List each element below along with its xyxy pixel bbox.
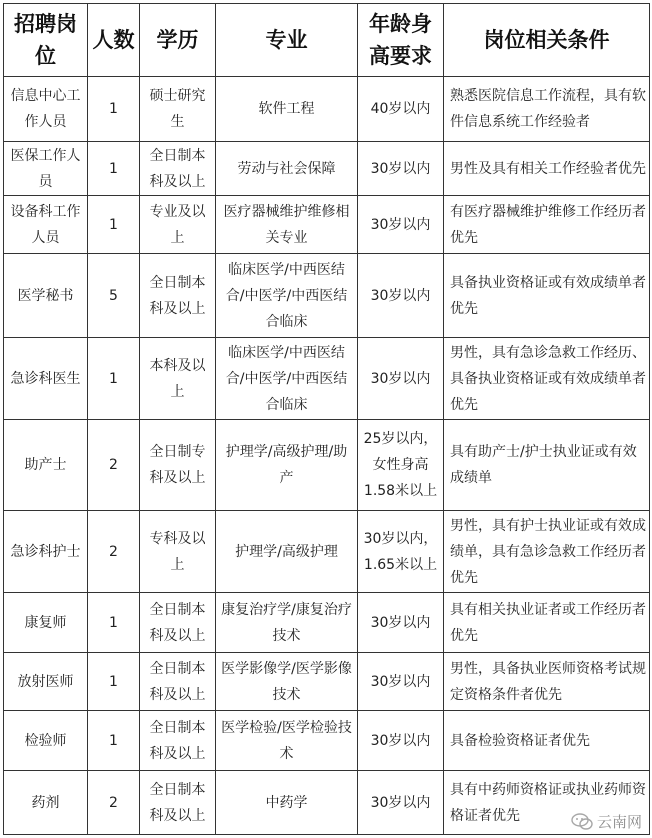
cell-age-height: 30岁以内 — [358, 593, 444, 653]
cell-requirements: 具有助产士/护士执业证或有效成绩单 — [444, 420, 650, 511]
cell-major: 临床医学/中西医结合/中医学/中西医结合临床 — [216, 254, 358, 338]
table-row — [4, 254, 650, 338]
cell-count: 1 — [88, 77, 140, 142]
cell-major: 软件工程 — [216, 77, 358, 142]
cell-requirements: 具备检验资格证者优先 — [444, 711, 650, 771]
cell-education: 全日制本科及以上 — [140, 771, 216, 835]
cell-requirements: 男性，具备执业医师资格考试规定资格条件者优先 — [444, 653, 650, 711]
cell-age-height: 30岁以内 — [358, 653, 444, 711]
cell-requirements: 男性及具有相关工作经验者优先 — [444, 142, 650, 196]
cell-count: 2 — [88, 511, 140, 593]
cell-position: 信息中心工作人员 — [4, 77, 88, 142]
cell-major: 中药学 — [216, 771, 358, 835]
table-row — [4, 511, 650, 593]
cell-count: 5 — [88, 254, 140, 338]
cell-position: 医保工作人员 — [4, 142, 88, 196]
table-row — [4, 142, 650, 196]
watermark-text: 云南网 — [596, 813, 642, 831]
cell-position: 放射医师 — [4, 653, 88, 711]
header-position: 招聘岗位 — [4, 4, 88, 77]
cell-education: 硕士研究生 — [140, 77, 216, 142]
cell-education: 全日制本科及以上 — [140, 142, 216, 196]
table-row — [4, 593, 650, 653]
cell-requirements: 男性，具有急诊急救工作经历、具备执业资格证或有效成绩单者优先 — [444, 338, 650, 420]
header-education: 学历 — [140, 4, 216, 77]
cell-count: 1 — [88, 338, 140, 420]
cell-position: 药剂 — [4, 771, 88, 835]
table-row — [4, 77, 650, 142]
header-major: 专业 — [216, 4, 358, 77]
cell-requirements: 具备执业资格证或有效成绩单者优先 — [444, 254, 650, 338]
cell-requirements: 具有中药师资格证或执业药师资格证者优先 — [444, 771, 650, 835]
cell-count: 2 — [88, 420, 140, 511]
cell-age-height: 40岁以内 — [358, 77, 444, 142]
table-row — [4, 338, 650, 420]
table-row — [4, 653, 650, 711]
cell-education: 全日制本科及以上 — [140, 653, 216, 711]
cell-requirements: 熟悉医院信息工作流程，具有软件信息系统工作经验者 — [444, 77, 650, 142]
table-row — [4, 771, 650, 835]
cell-age-height: 30岁以内，1.65米以上 — [358, 511, 444, 593]
cell-major: 劳动与社会保障 — [216, 142, 358, 196]
cell-count: 1 — [88, 711, 140, 771]
cell-major: 医学影像学/医学影像技术 — [216, 653, 358, 711]
cell-major: 临床医学/中西医结合/中医学/中西医结合临床 — [216, 338, 358, 420]
cell-requirements: 男性，具有护士执业证或有效成绩单，具有急诊急救工作经历者优先 — [444, 511, 650, 593]
table-row — [4, 711, 650, 771]
header-age-height: 年龄身高要求 — [358, 4, 444, 77]
cell-position: 急诊科医生 — [4, 338, 88, 420]
cell-education: 全日制本科及以上 — [140, 593, 216, 653]
wechat-bubble-icon — [571, 813, 593, 831]
cell-requirements: 具有相关执业证者或工作经历者优先 — [444, 593, 650, 653]
cell-position: 设备科工作人员 — [4, 196, 88, 254]
table-row — [4, 420, 650, 511]
recruitment-table — [3, 3, 650, 835]
header-count: 人数 — [88, 4, 140, 77]
cell-education: 本科及以上 — [140, 338, 216, 420]
cell-age-height: 30岁以内 — [358, 338, 444, 420]
cell-age-height: 30岁以内 — [358, 711, 444, 771]
cell-education: 全日制本科及以上 — [140, 254, 216, 338]
cell-education: 全日制本科及以上 — [140, 711, 216, 771]
cell-count: 1 — [88, 593, 140, 653]
cell-major: 医学检验/医学检验技术 — [216, 711, 358, 771]
watermark — [571, 811, 642, 832]
cell-age-height: 30岁以内 — [358, 196, 444, 254]
header-requirements: 岗位相关条件 — [444, 4, 650, 77]
cell-count: 1 — [88, 142, 140, 196]
cell-age-height: 25岁以内，女性身高1.58米以上 — [358, 420, 444, 511]
cell-major: 医疗器械维护维修相关专业 — [216, 196, 358, 254]
cell-position: 助产士 — [4, 420, 88, 511]
cell-education: 全日制专科及以上 — [140, 420, 216, 511]
cell-age-height: 30岁以内 — [358, 771, 444, 835]
cell-age-height: 30岁以内 — [358, 142, 444, 196]
cell-position: 检验师 — [4, 711, 88, 771]
cell-position: 急诊科护士 — [4, 511, 88, 593]
cell-count: 1 — [88, 196, 140, 254]
cell-major: 康复治疗学/康复治疗技术 — [216, 593, 358, 653]
cell-position: 医学秘书 — [4, 254, 88, 338]
table-row — [4, 196, 650, 254]
cell-education: 专业及以上 — [140, 196, 216, 254]
cell-education: 专科及以上 — [140, 511, 216, 593]
cell-count: 1 — [88, 653, 140, 711]
cell-major: 护理学/高级护理/助产 — [216, 420, 358, 511]
cell-major: 护理学/高级护理 — [216, 511, 358, 593]
header-row — [4, 4, 650, 77]
cell-requirements: 有医疗器械维护维修工作经历者优先 — [444, 196, 650, 254]
cell-position: 康复师 — [4, 593, 88, 653]
cell-count: 2 — [88, 771, 140, 835]
cell-age-height: 30岁以内 — [358, 254, 444, 338]
